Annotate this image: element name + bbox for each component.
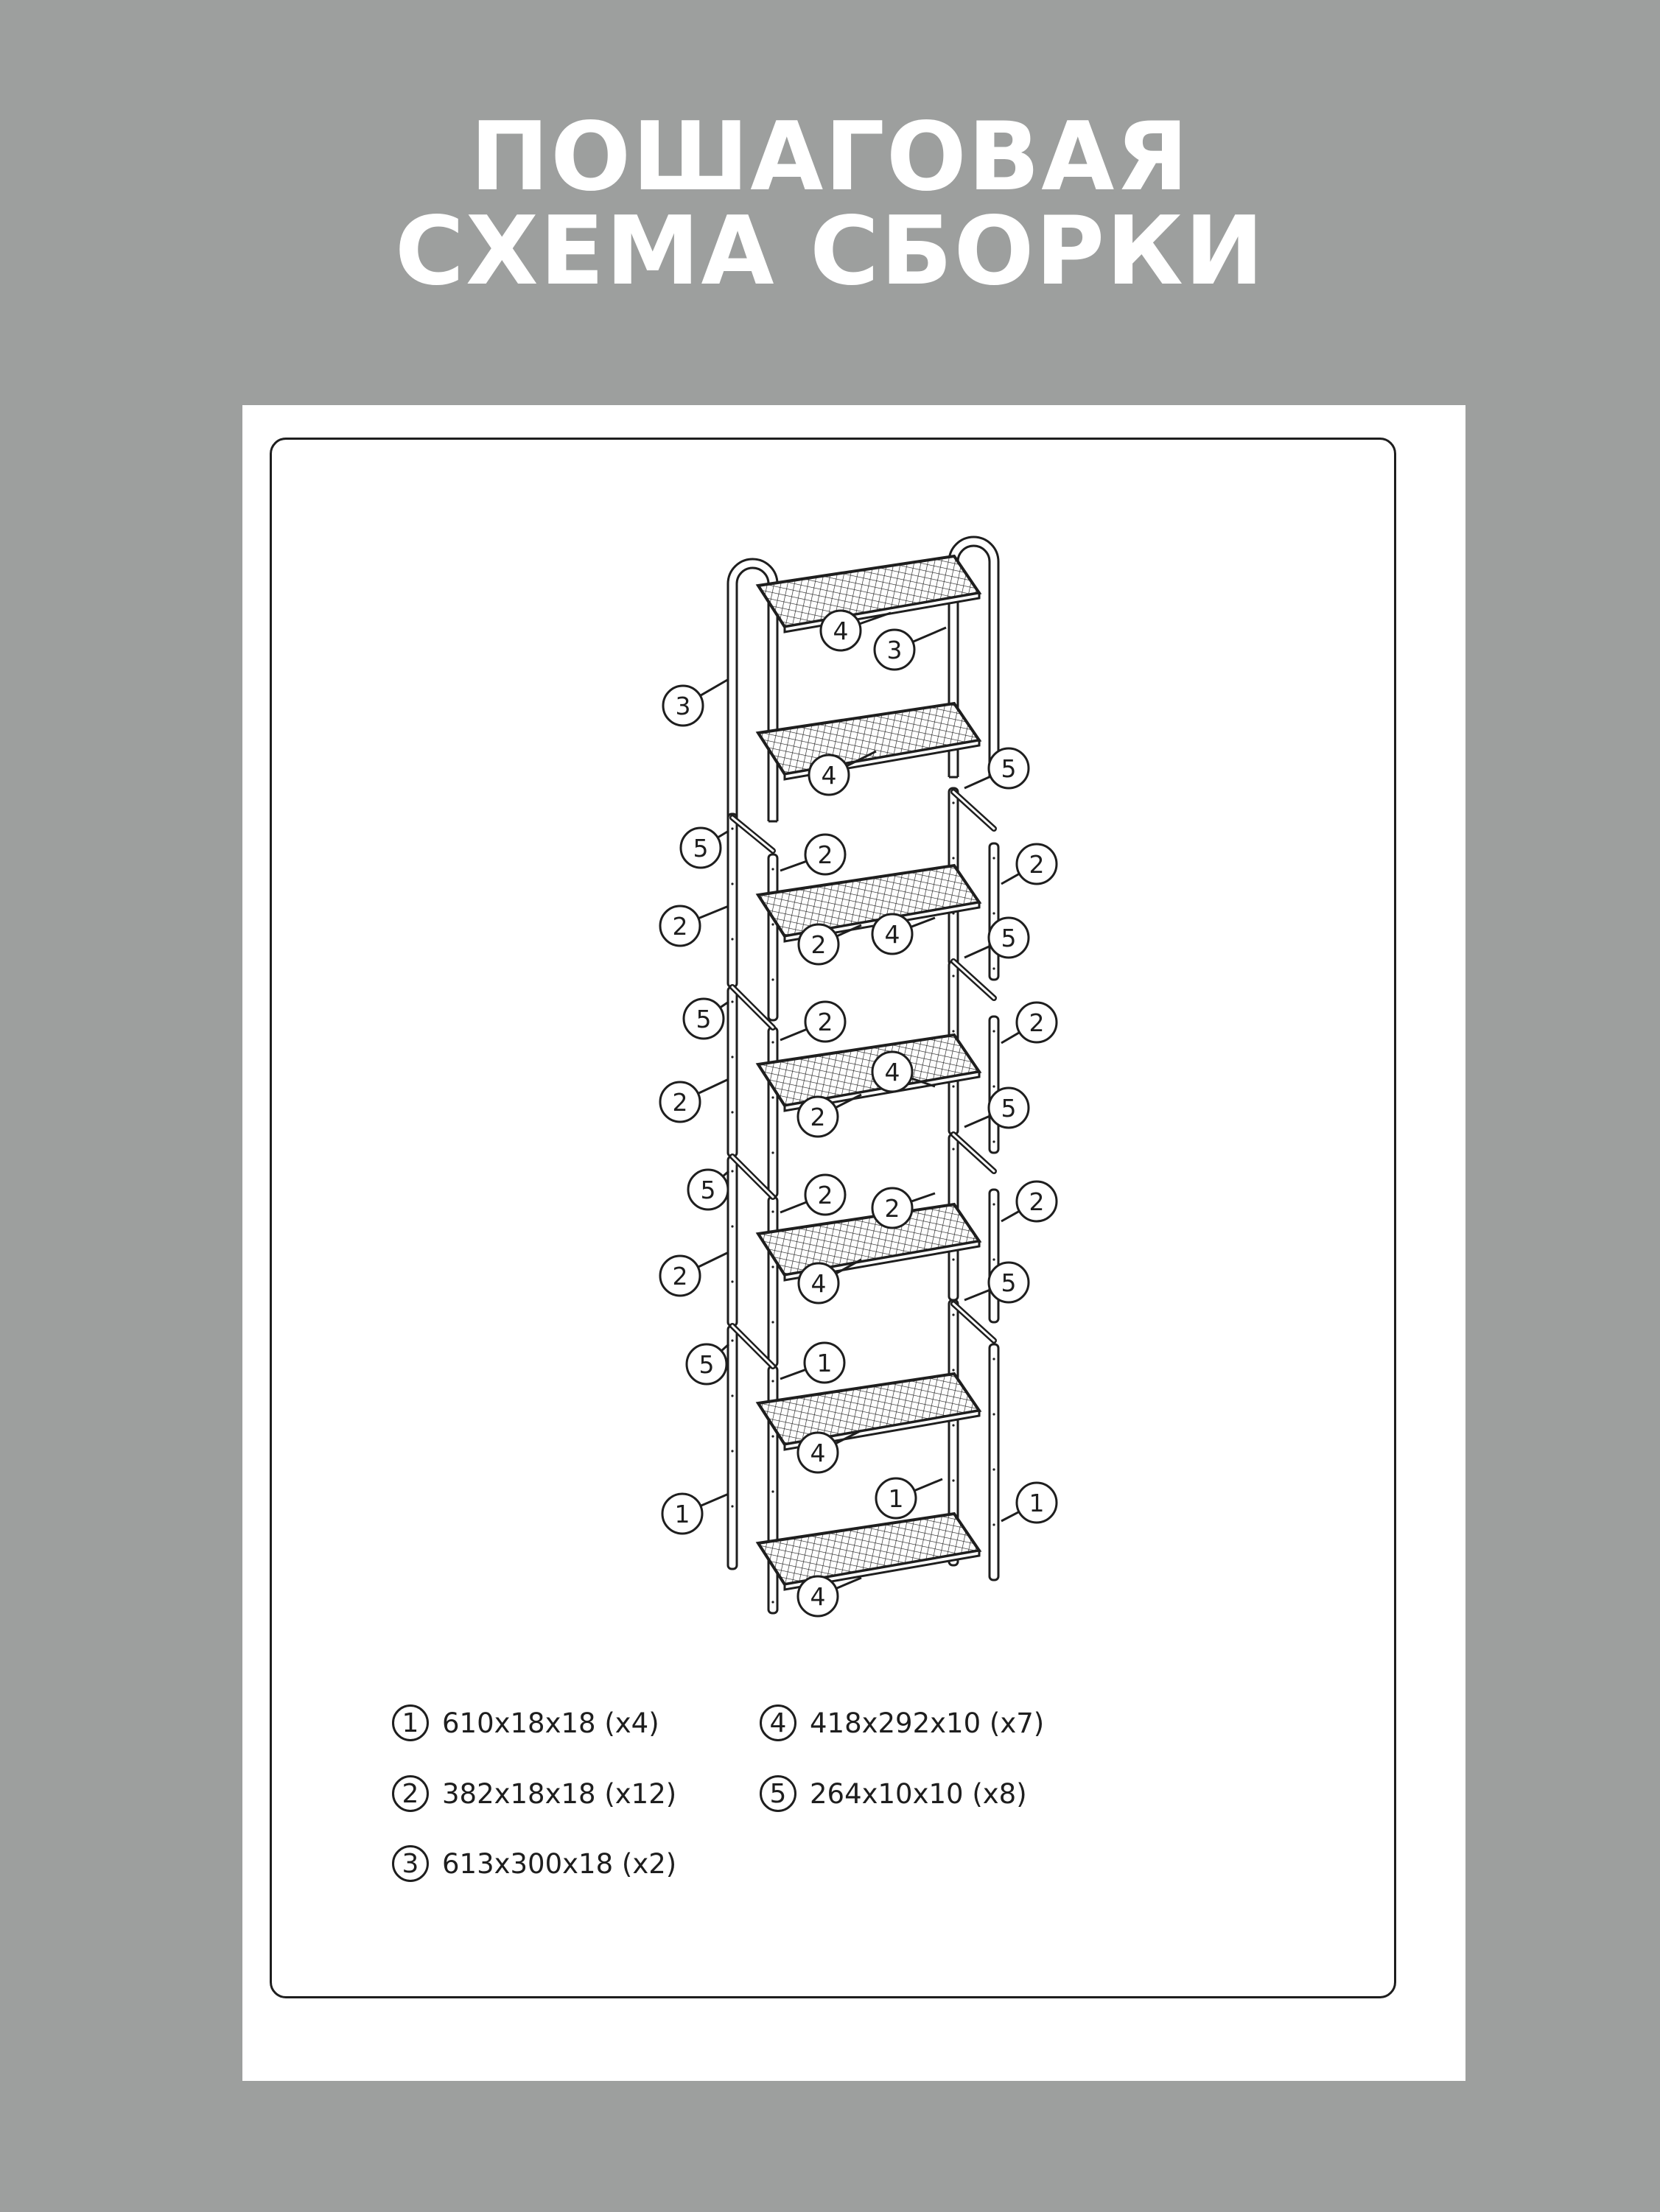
callout-marker (780, 835, 845, 874)
pole-hole (731, 1280, 733, 1282)
page-title-line-1: ПОШАГОВАЯ (470, 102, 1190, 212)
callout-marker (872, 914, 935, 954)
pole-hole (731, 1111, 733, 1113)
pole-hole (771, 1490, 774, 1492)
pole-hole (731, 938, 733, 940)
pole-hole (771, 978, 774, 980)
pole-hole (952, 801, 954, 804)
pole-hole (952, 1258, 954, 1260)
pole-hole (952, 1030, 954, 1032)
callout-number: 4 (810, 1439, 826, 1467)
callout-marker (660, 1252, 729, 1296)
pole-2 (728, 987, 737, 1156)
legend-item-5 (760, 1775, 1027, 1812)
pole-hole (992, 967, 995, 969)
pole-2 (768, 854, 777, 1020)
callout-marker (876, 1478, 942, 1518)
pole-hole (771, 1265, 774, 1268)
callout-marker (684, 999, 729, 1039)
pole-hole (952, 1479, 954, 1481)
pole-hole (771, 1380, 774, 1382)
callout-marker (780, 1175, 845, 1215)
pole-2 (728, 1156, 737, 1326)
pole-hole (771, 1601, 774, 1603)
callout-marker (780, 1343, 844, 1383)
callout-number: 5 (698, 1350, 715, 1379)
pole-1 (990, 1344, 998, 1580)
pole-hole (771, 1321, 774, 1323)
pole-hole (771, 1151, 774, 1154)
pole-hole (992, 857, 995, 859)
callout-number: 5 (1001, 1094, 1017, 1123)
legend-item-2 (392, 1775, 676, 1812)
pole-hole (731, 1000, 733, 1003)
callout-number: 2 (810, 1103, 826, 1131)
callout-marker (660, 1079, 729, 1122)
callout-marker (1001, 1182, 1057, 1221)
pole-hole (952, 1369, 954, 1371)
legend-number-4: 4 (760, 1704, 796, 1741)
pole-hole (731, 1225, 733, 1227)
pole-hole (992, 1468, 995, 1470)
mesh-shelf (758, 1514, 979, 1590)
pole-hole (771, 1041, 774, 1043)
pole-hole (952, 857, 954, 859)
callout-number: 1 (816, 1349, 833, 1377)
pole-2 (728, 814, 737, 987)
pole-hole (952, 975, 954, 977)
callout-marker (799, 924, 861, 964)
callout-number: 2 (1029, 850, 1045, 879)
callout-number: 5 (696, 1005, 712, 1033)
callout-number: 2 (817, 1008, 833, 1036)
callout-marker (964, 748, 1029, 788)
callout-marker (660, 906, 729, 946)
pole-hole (731, 1394, 733, 1397)
callout-number: 1 (674, 1500, 690, 1528)
legend-spec-1: 610x18x18 (x4) (442, 1707, 659, 1739)
callout-marker (875, 628, 946, 670)
callout-number: 4 (821, 761, 837, 790)
pole-2 (990, 1190, 998, 1322)
pole-hole (731, 827, 733, 829)
callout-marker (687, 1344, 729, 1384)
callout-number: 2 (810, 930, 827, 959)
pole-hole (992, 1413, 995, 1415)
pole-1 (728, 1326, 737, 1569)
callout-number: 4 (884, 920, 900, 949)
callout-number: 5 (1001, 754, 1017, 783)
callout-number: 2 (672, 1262, 688, 1291)
page-title-line-2: СХЕМА СБОРКИ (395, 197, 1265, 306)
mesh-shelf (758, 1204, 979, 1280)
callout-number: 4 (810, 1582, 826, 1611)
pole-hole (952, 1313, 954, 1316)
pole-hole (731, 1339, 733, 1341)
callout-number: 2 (1029, 1187, 1045, 1216)
callout-marker (663, 679, 729, 726)
mesh-shelf (758, 866, 979, 941)
callout-marker (1001, 844, 1057, 884)
callout-number: 2 (817, 840, 833, 869)
legend-spec-3: 613x300x18 (x2) (442, 1847, 677, 1880)
pole-hole (992, 1085, 995, 1087)
pole-hole (992, 1140, 995, 1142)
pole-hole (771, 868, 774, 870)
legend-spec-2: 382x18x18 (x12) (442, 1777, 677, 1810)
pole-hole (952, 1424, 954, 1426)
legend-item-4 (760, 1704, 1044, 1741)
pole-hole (992, 912, 995, 914)
callout-number: 2 (817, 1181, 833, 1209)
callout-marker (1001, 1003, 1057, 1043)
callout-marker (681, 828, 729, 868)
pole-hole (771, 1210, 774, 1212)
legend-spec-4: 418x292x10 (x7) (810, 1707, 1045, 1739)
instruction-sheet (242, 405, 1465, 2081)
callout-marker (964, 918, 1029, 958)
pole-hole (992, 1203, 995, 1205)
callout-number: 2 (672, 1088, 688, 1117)
legend-item-1 (392, 1704, 659, 1741)
pole-hole (731, 1056, 733, 1058)
callout-number: 5 (693, 834, 709, 863)
callout-marker (964, 1263, 1029, 1302)
mesh-shelf (758, 1374, 979, 1450)
pole-hole (992, 1258, 995, 1260)
callout-number: 3 (886, 636, 903, 664)
legend-number-2: 2 (392, 1775, 429, 1812)
callout-marker (780, 1002, 845, 1042)
callout-marker (798, 1576, 861, 1616)
callout-number: 2 (672, 912, 688, 941)
pole-2 (768, 1028, 777, 1197)
callout-number: 4 (810, 1269, 827, 1298)
callout-number: 2 (1029, 1008, 1045, 1037)
pole-hole (731, 1450, 733, 1452)
pole-hole (771, 1435, 774, 1437)
callout-number: 1 (888, 1484, 904, 1513)
legend-number-5: 5 (760, 1775, 796, 1812)
callout-number: 4 (833, 617, 849, 645)
pole-2 (768, 1197, 777, 1366)
pole-hole (731, 1170, 733, 1172)
pole-hole (992, 1358, 995, 1360)
callout-number: 5 (700, 1176, 716, 1204)
pole-hole (731, 1505, 733, 1507)
mesh-shelf (758, 1035, 979, 1111)
callout-marker (688, 1170, 729, 1209)
legend-number-1: 1 (392, 1704, 429, 1741)
callout-number: 1 (1029, 1489, 1045, 1517)
callout-number: 3 (675, 692, 691, 720)
pole-hole (952, 1148, 954, 1150)
mesh-shelf (758, 703, 979, 779)
pole-hole (992, 1030, 995, 1032)
callout-marker (964, 1088, 1029, 1128)
callout-number: 2 (884, 1194, 900, 1223)
pole-2 (990, 1017, 998, 1153)
callout-number: 5 (1001, 1268, 1017, 1297)
callout-number: 4 (884, 1058, 900, 1086)
pole-hole (731, 882, 733, 885)
callout-marker (798, 1095, 861, 1137)
callout-marker (662, 1494, 729, 1534)
callout-marker (1001, 1483, 1057, 1523)
pole-hole (992, 1523, 995, 1525)
assembly-diagram (242, 405, 1465, 2081)
pole-hole (952, 1085, 954, 1087)
callout-number: 5 (1001, 924, 1017, 952)
legend-spec-5: 264x10x10 (x8) (810, 1777, 1027, 1810)
pole-hole (771, 1096, 774, 1098)
pole-hole (771, 923, 774, 925)
pole-2 (990, 843, 998, 980)
legend-number-3: 3 (392, 1845, 429, 1882)
legend-item-3 (392, 1845, 676, 1882)
